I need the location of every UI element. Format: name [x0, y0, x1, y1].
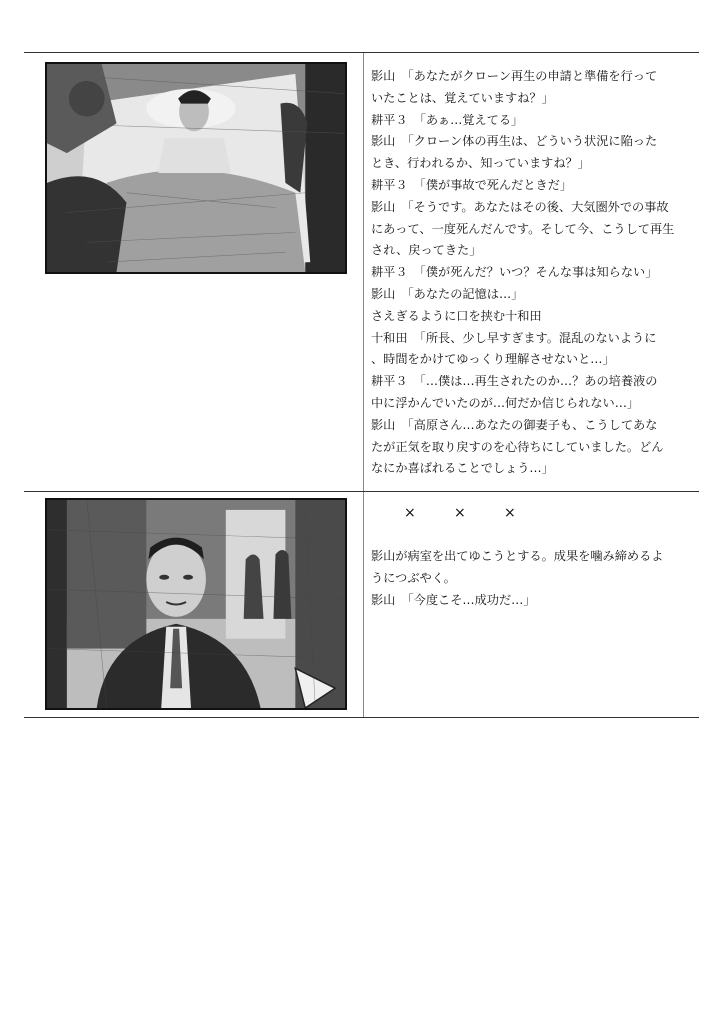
script-line: 耕平３ 「あぁ…覚えてる」 [371, 112, 524, 127]
script-line: 影山 「高原さん…あなたの御妻子も、こうしてあな [371, 417, 658, 432]
script-line: たが正気を取り戻すのを心待ちにしていました。どん [371, 439, 664, 454]
script-line: 影山が病室を出てゆこうとする。成果を噛み締めるよ [371, 549, 664, 563]
hospital-bed-illustration [47, 64, 345, 272]
scene-break-mark: × [404, 505, 416, 521]
storyboard-panel-1 [45, 62, 347, 274]
script-line: にあって、一度死んだんです。そして今、こうして再生 [371, 221, 675, 236]
script-line: 、時間をかけてゆっくり理解させないと…」 [371, 352, 615, 367]
script-line: 影山 「クローン体の再生は、どういう状況に陥った [371, 134, 658, 149]
storyboard-panel-2 [45, 498, 347, 710]
script-line: さえぎるように口を挟む十和田 [371, 308, 542, 323]
top-rule [24, 52, 699, 53]
script-line: 影山 「そうです。あなたはその後、大気圏外での事故 [371, 199, 669, 214]
script-line: なにか喜ばれることでしょう…」 [371, 461, 554, 476]
scene-2-script [371, 546, 671, 611]
script-line: 耕平３ 「…僕は…再生されたのか…？あの培養液の [371, 374, 658, 389]
scene-1-script [371, 66, 675, 480]
middle-rule [24, 491, 699, 492]
column-divider-2 [363, 492, 364, 717]
script-line: 中に浮かんでいたのが…何だか信じられない…」 [371, 395, 640, 410]
bottom-rule [24, 717, 699, 718]
script-line: され、戻ってきた」 [371, 243, 482, 258]
script-line: とき、行われるか、知っていますね？」 [371, 156, 590, 171]
script-line: 影山 「あなたがクローン再生の申請と準備を行って [371, 69, 658, 83]
scene-break-marks [404, 505, 554, 521]
kageyama-leaving-illustration [47, 500, 345, 708]
script-line: いたことは、覚えていますね？」 [371, 90, 554, 105]
scene-break-mark: × [454, 505, 466, 521]
script-line: 影山 「今度こそ…成功だ…」 [371, 592, 536, 607]
script-line: 影山 「あなたの記憶は…」 [371, 286, 524, 301]
script-line: 十和田 「所長、少し早すぎます。混乱のないように [371, 330, 657, 345]
script-line: うにつぶやく。 [371, 570, 456, 585]
script-line: 耕平３ 「僕が死んだ？いつ？そんな事は知らない」 [371, 265, 658, 280]
script-line: 耕平３ 「僕が事故で死んだときだ」 [371, 177, 573, 192]
scene-break-mark: × [504, 505, 516, 521]
column-divider-1 [363, 53, 364, 491]
